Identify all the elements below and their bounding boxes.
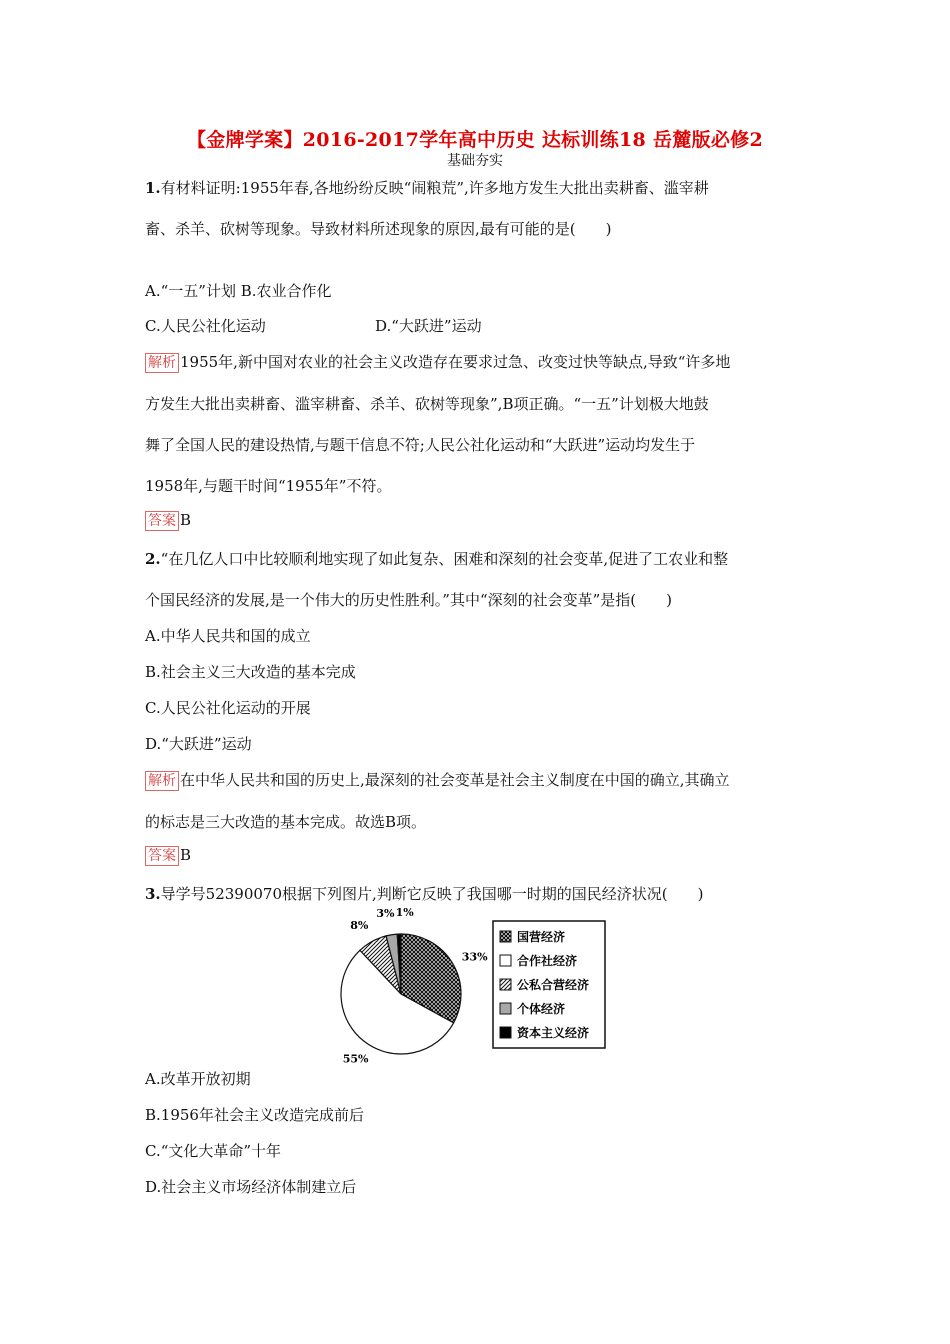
q1-option-b: B.农业合作化	[240, 282, 332, 300]
legend-swatch-individual	[500, 1003, 511, 1014]
legend-swatch-cooperative	[500, 955, 511, 966]
economy-pie-chart	[330, 906, 610, 1066]
legend-swatch-capitalist	[500, 1027, 511, 1038]
q2-option-b: B.社会主义三大改造的基本完成	[145, 663, 356, 681]
q1-analysis-line2: 方发生大批出卖耕畜、滥宰耕畜、杀羊、砍树等现象”,B项正确。“一五”计划极大地鼓	[145, 395, 709, 413]
q2-answer: 答案 B	[145, 846, 191, 866]
q3-option-b: B.1956年社会主义改造完成前后	[145, 1106, 364, 1124]
q2-option-d: D.“大跃进”运动	[145, 735, 252, 753]
q1-option-a: A.“一五”计划	[145, 282, 236, 300]
q2-analysis-line2: 的标志是三大改造的基本完成。故选B项。	[145, 813, 427, 831]
q1-option-d: D.“大跃进”运动	[375, 317, 482, 335]
q3-option-a: A.改革开放初期	[145, 1070, 251, 1088]
pie-label-cooperative: 55%	[342, 1052, 369, 1066]
legend-label-individual: 个体经济	[517, 1002, 566, 1016]
q3-option-d: D.社会主义市场经济体制建立后	[145, 1178, 357, 1196]
q3-stem: 3.导学号52390070根据下列图片,判断它反映了我国哪一时期的国民经济状况( )	[145, 885, 704, 903]
q1-analysis-line4: 1958年,与题干时间“1955年”不符。	[145, 477, 392, 495]
legend-swatch-joint-public-private	[500, 979, 511, 990]
q2-option-a: A.中华人民共和国的成立	[145, 627, 311, 645]
legend-label-capitalist: 资本主义经济	[517, 1026, 590, 1040]
analysis-tag: 解析	[145, 771, 179, 791]
q1-analysis-line3: 舞了全国人民的建设热情,与题干信息不符;人民公社化运动和“大跃进”运动均发生于	[145, 436, 696, 454]
q2-stem-line2: 个国民经济的发展,是一个伟大的历史性胜利。”其中“深刻的社会变革”是指( )	[145, 591, 672, 609]
q2-stem-line1: 2.“在几亿人口中比较顺利地实现了如此复杂、困难和深刻的社会变革,促进了工农业和整	[145, 550, 729, 568]
pie-label-individual: 3%	[376, 906, 395, 920]
document-title: 【金牌学案】2016-2017学年高中历史 达标训练18 岳麓版必修2	[186, 129, 764, 151]
q1-answer: 答案 B	[145, 511, 191, 531]
q2-number: 2.	[145, 550, 161, 568]
section-heading: 基础夯实	[447, 153, 503, 169]
answer-tag: 答案	[145, 511, 179, 531]
q1-number: 1.	[145, 179, 161, 197]
pie-label-joint-public-private: 8%	[350, 919, 369, 933]
q3-number: 3.	[145, 885, 161, 903]
q1-analysis-line1: 解析 1955年,新中国对农业的社会主义改造存在要求过急、改变过快等缺点,导致“许多地	[145, 351, 730, 373]
pie-label-capitalist: 1%	[395, 906, 414, 920]
legend-label-state-owned: 国营经济	[517, 930, 566, 944]
q2-analysis-line1: 解析 在中华人民共和国的历史上,最深刻的社会变革是社会主义制度在中国的确立,其确立	[145, 769, 730, 791]
q1-option-c: C.人民公社化运动	[145, 317, 266, 335]
legend-label-joint-public-private: 公私合营经济	[517, 978, 590, 992]
q1-stem-line2: 畜、杀羊、砍树等现象。导致材料所述现象的原因,最有可能的是( )	[145, 220, 612, 238]
analysis-tag: 解析	[145, 353, 179, 373]
q1-stem-line1: 1.有材料证明:1955年春,各地纷纷反映“闹粮荒”,许多地方发生大批出卖耕畜、滥宰耕	[145, 179, 709, 197]
q1-options-ab	[145, 280, 332, 301]
q3-option-c: C.“文化大革命”十年	[145, 1142, 282, 1160]
answer-tag: 答案	[145, 846, 179, 866]
legend-swatch-state-owned	[500, 931, 511, 942]
q2-option-c: C.人民公社化运动的开展	[145, 699, 311, 717]
pie-label-state-owned: 33%	[461, 950, 488, 964]
legend-label-cooperative: 合作社经济	[517, 954, 578, 968]
